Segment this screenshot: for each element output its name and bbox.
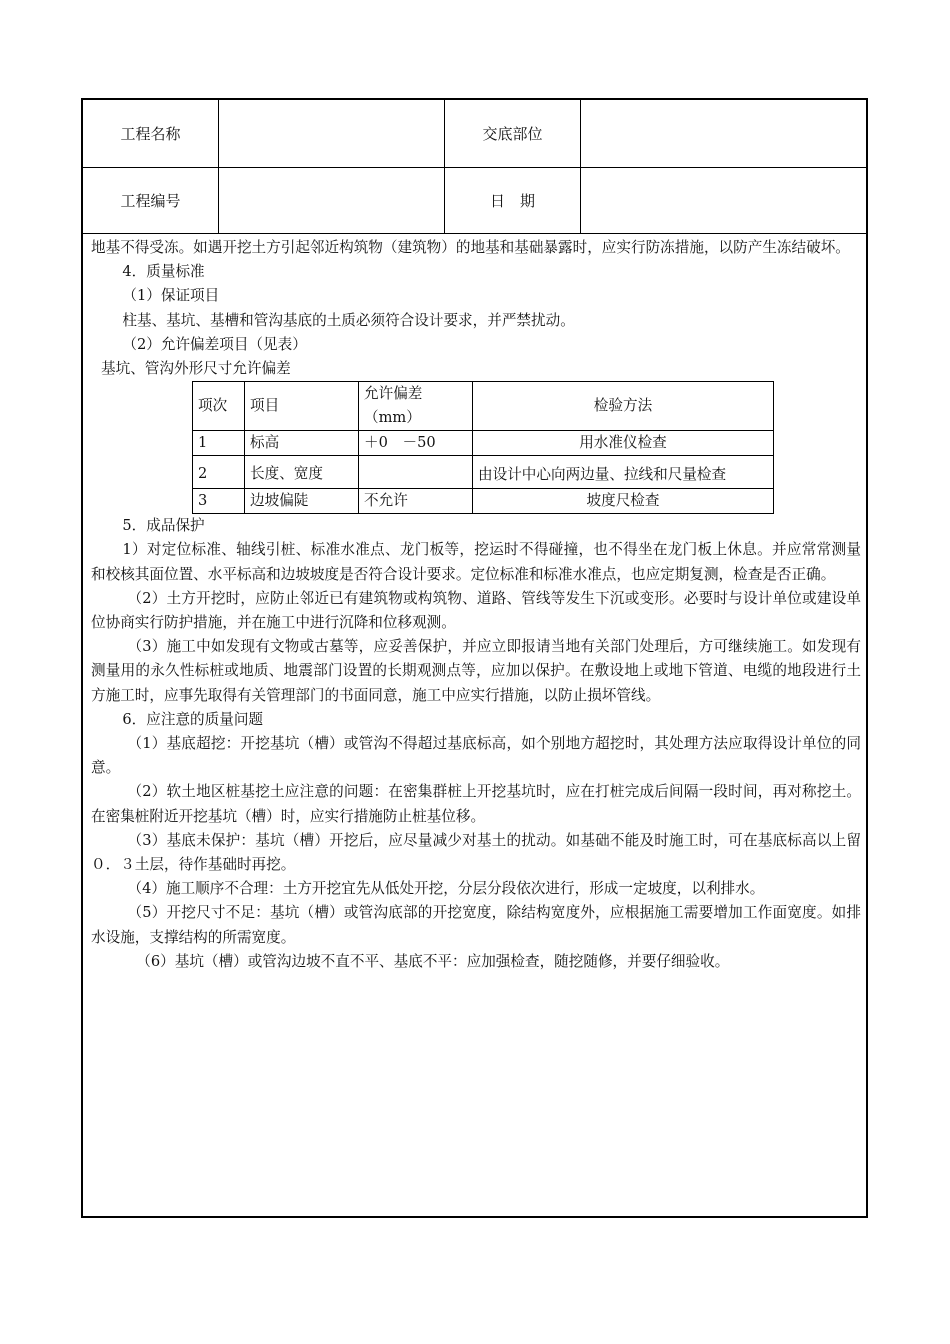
section-4-1-title: （1）保证项目 xyxy=(122,287,220,305)
cell-tolerance: 不允许 xyxy=(359,489,473,514)
document-body xyxy=(91,236,861,974)
th-method: 检验方法 xyxy=(473,382,774,431)
date-label: 日 期 xyxy=(445,168,581,233)
cell-no: 1 xyxy=(193,431,245,456)
th-item: 项目 xyxy=(245,382,359,431)
handover-part-value xyxy=(581,100,866,167)
th-item-no: 项次 xyxy=(193,382,245,431)
section-6-item-5: （5）开挖尺寸不足：基坑（槽）或管沟底部的开挖宽度，除结构宽度外，应根据施工需要增加工作面宽度。如排水设施，支撑结构的所需宽度。 xyxy=(91,904,861,946)
table-header-row xyxy=(193,382,774,431)
section-6-item-1: （1）基底超挖：开挖基坑（槽）或管沟不得超过基底标高，如个别地方超挖时，其处理方法应取得设计单位的同意。 xyxy=(91,735,861,777)
cell-method: 由设计中心向两边量、拉线和尺量检查 xyxy=(473,456,774,489)
section-4-2-title: （2）允许偏差项目（见表） xyxy=(122,335,307,353)
deviation-table xyxy=(192,381,774,514)
project-name-label: 工程名称 xyxy=(83,100,219,167)
table-row xyxy=(193,489,774,514)
section-4-1-text: 柱基、基坑、基槽和管沟基底的土质必须符合设计要求，并严禁扰动。 xyxy=(122,311,575,329)
section-6-item-6: （6）基坑（槽）或管沟边坡不直不平、基底不平：应加强检查，随挖随修，并要仔细验收。 xyxy=(136,952,730,970)
project-no-label: 工程编号 xyxy=(83,168,219,233)
section-5-item-1: 1）对定位标准、轴线引桩、标准水准点、龙门板等，挖运时不得碰撞，也不得坐在龙门板上休息。并应常常测量和校核其面位置、水平标高和边坡坡度是否符合设计要求。定位标准和标准水准点，也应定期复测，检查是否正确。 xyxy=(91,541,861,583)
section-6-item-4: （4）施工顺序不合理：土方开挖宜先从低处开挖，分层分段依次进行，形成一定坡度，以利排水。 xyxy=(127,880,765,898)
cell-no: 3 xyxy=(193,489,245,514)
section-5-title: 5．成品保护 xyxy=(122,517,205,535)
cell-item: 标高 xyxy=(245,431,359,456)
cell-item: 长度、宽度 xyxy=(245,456,359,489)
date-value xyxy=(581,168,866,233)
cell-no: 2 xyxy=(193,456,245,489)
section-6-title: 6．应注意的质量问题 xyxy=(122,710,264,728)
table-row xyxy=(193,456,774,489)
section-5-item-2: （2）土方开挖时，应防止邻近已有建筑物或构筑物、道路、管线等发生下沉或变形。必要时与设计单位或建设单位协商实行防护措施，并在施工中进行沉降和位移观测。 xyxy=(91,589,861,632)
cell-tolerance xyxy=(359,456,473,489)
section-5-item-3: （3）施工中如发现有文物或古墓等，应妥善保护，并应立即报请当地有关部门处理后，方可继续施工。如发现有测量用的永久性标桩或地质、地震部门设置的长期观测点等，应加以保护。在敷设地上或地下管道、电缆的地段进行土方施工时，应事先取得有关管理部门的书面同意，施工中应实行措施，以防止损坏管线。 xyxy=(91,638,861,704)
project-no-value xyxy=(219,168,445,233)
th-tolerance: 允许偏差（mm） xyxy=(359,382,473,431)
document-frame xyxy=(81,98,868,1218)
table-row xyxy=(193,431,774,456)
cell-method: 用水准仪检查 xyxy=(473,431,774,456)
project-name-value xyxy=(219,100,445,167)
cell-item: 边坡偏陡 xyxy=(245,489,359,514)
cell-method: 坡度尺检查 xyxy=(473,489,774,514)
section-6-item-2: （2）软土地区桩基挖土应注意的问题：在密集群桩上开挖基坑时，应在打桩完成后间隔一段时间，再对称挖土。在密集桩附近开挖基坑（槽）时，应实行措施防止桩基位移。 xyxy=(91,783,861,825)
header-row-2 xyxy=(83,168,866,234)
table-caption: 基坑、管沟外形尺寸允许偏差 xyxy=(101,360,291,378)
section-4-title: 4．质量标准 xyxy=(122,263,205,281)
header-row-1 xyxy=(83,100,866,168)
section-6-item-3: （3）基底未保护：基坑（槽）开挖后，应尽量减少对基土的扰动。如基础不能及时施工时，可在基底标高以上留０．３土层，待作基础时再挖。 xyxy=(91,831,861,874)
handover-part-label: 交底部位 xyxy=(445,100,581,167)
intro-paragraph: 地基不得受冻。如遇开挖土方引起邻近构筑物（建筑物）的地基和基础暴露时，应实行防冻措施，以防产生冻结破坏。 xyxy=(91,239,850,256)
cell-tolerance: ＋0 －50 xyxy=(359,431,473,456)
